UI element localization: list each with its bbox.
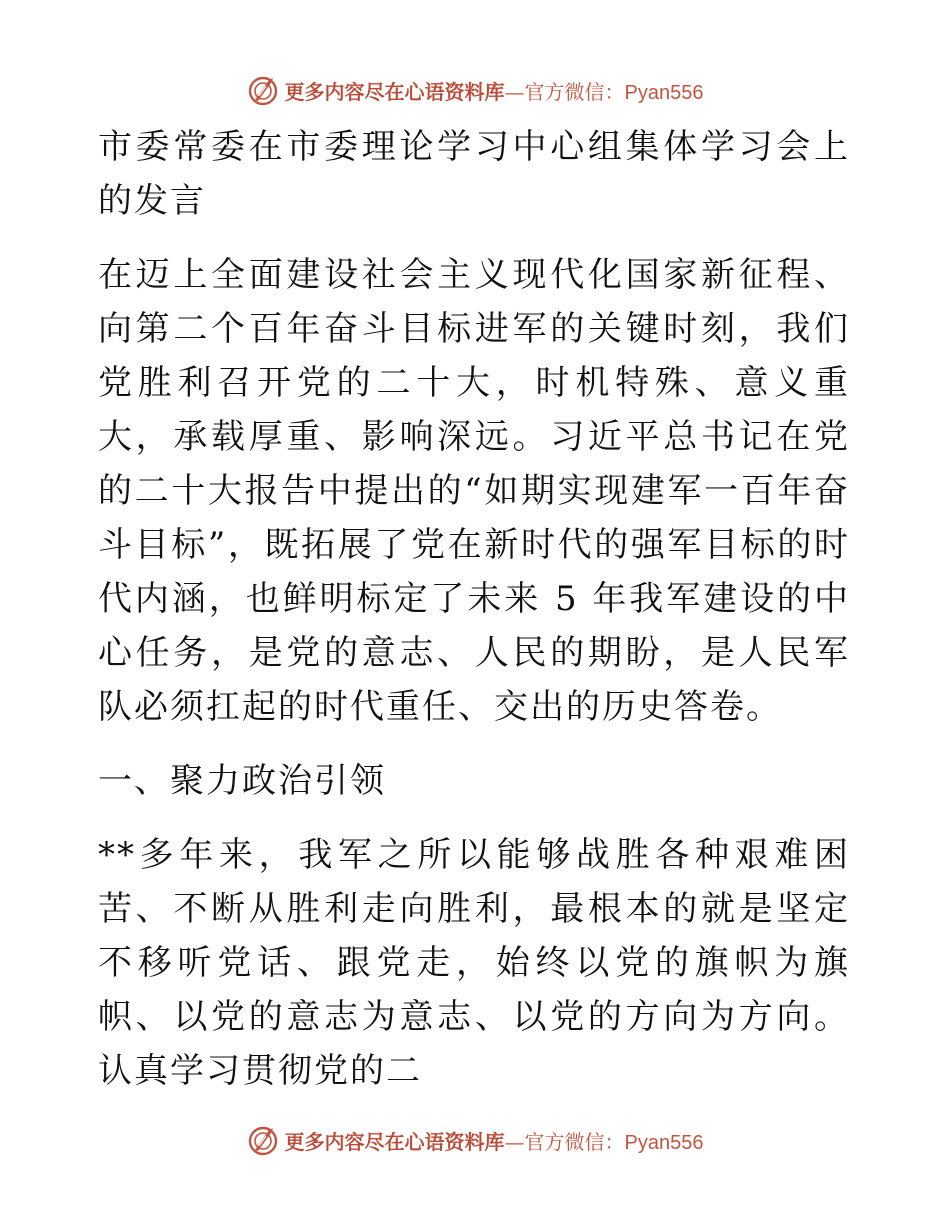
banner-text (285, 76, 704, 105)
paragraph-intro: 在迈上全面建设社会主义现代化国家新征程、向第二个百年奋斗目标进军的关键时刻，我们党胜利召开党的二十大，时机特殊、意义重大，承载厚重、影响深远。习近平总书记在党的二十大报告中提出的“如期实现建军一百年奋斗目标”，既拓展了党在新时代的强军目标的时代内涵，也鲜明标定了未来 5 年我军建设的中心任务，是党的意志、人民的期盼，是人民军队必须扛起的时代重任、交出的历史答卷。 (98, 255, 850, 727)
banner-wechat-handle: Pyan556 (624, 1131, 704, 1154)
quill-logo-icon (247, 74, 279, 106)
document-body (98, 120, 850, 1118)
banner-site-name: 更多内容尽在心语资料库 (284, 79, 505, 104)
banner-wechat-label: —官方微信： (504, 1129, 625, 1154)
banner-site-name: 更多内容尽在心语资料库 (284, 1129, 505, 1154)
banner-text (285, 1126, 704, 1155)
banner-wechat-handle: Pyan556 (624, 81, 704, 104)
banner-wechat-label: —官方微信： (504, 79, 625, 104)
document-title: 市委常委在市委理论学习中心组集体学习会上的发言 (98, 127, 850, 221)
quill-logo-icon (247, 1124, 279, 1156)
paragraph-section-1: **多年来，我军之所以能够战胜各种艰难困苦、不断从胜利走向胜利，最根本的就是坚定不移听党话、跟党走，始终以党的旗帜为旗帜、以党的意志为意志、以党的方向为方向。认真学习贯彻党的二 (98, 835, 850, 1091)
header-watermark-banner (0, 70, 950, 110)
section-heading-1: 一、聚力政治引领 (98, 761, 386, 801)
footer-watermark-banner (0, 1120, 950, 1160)
